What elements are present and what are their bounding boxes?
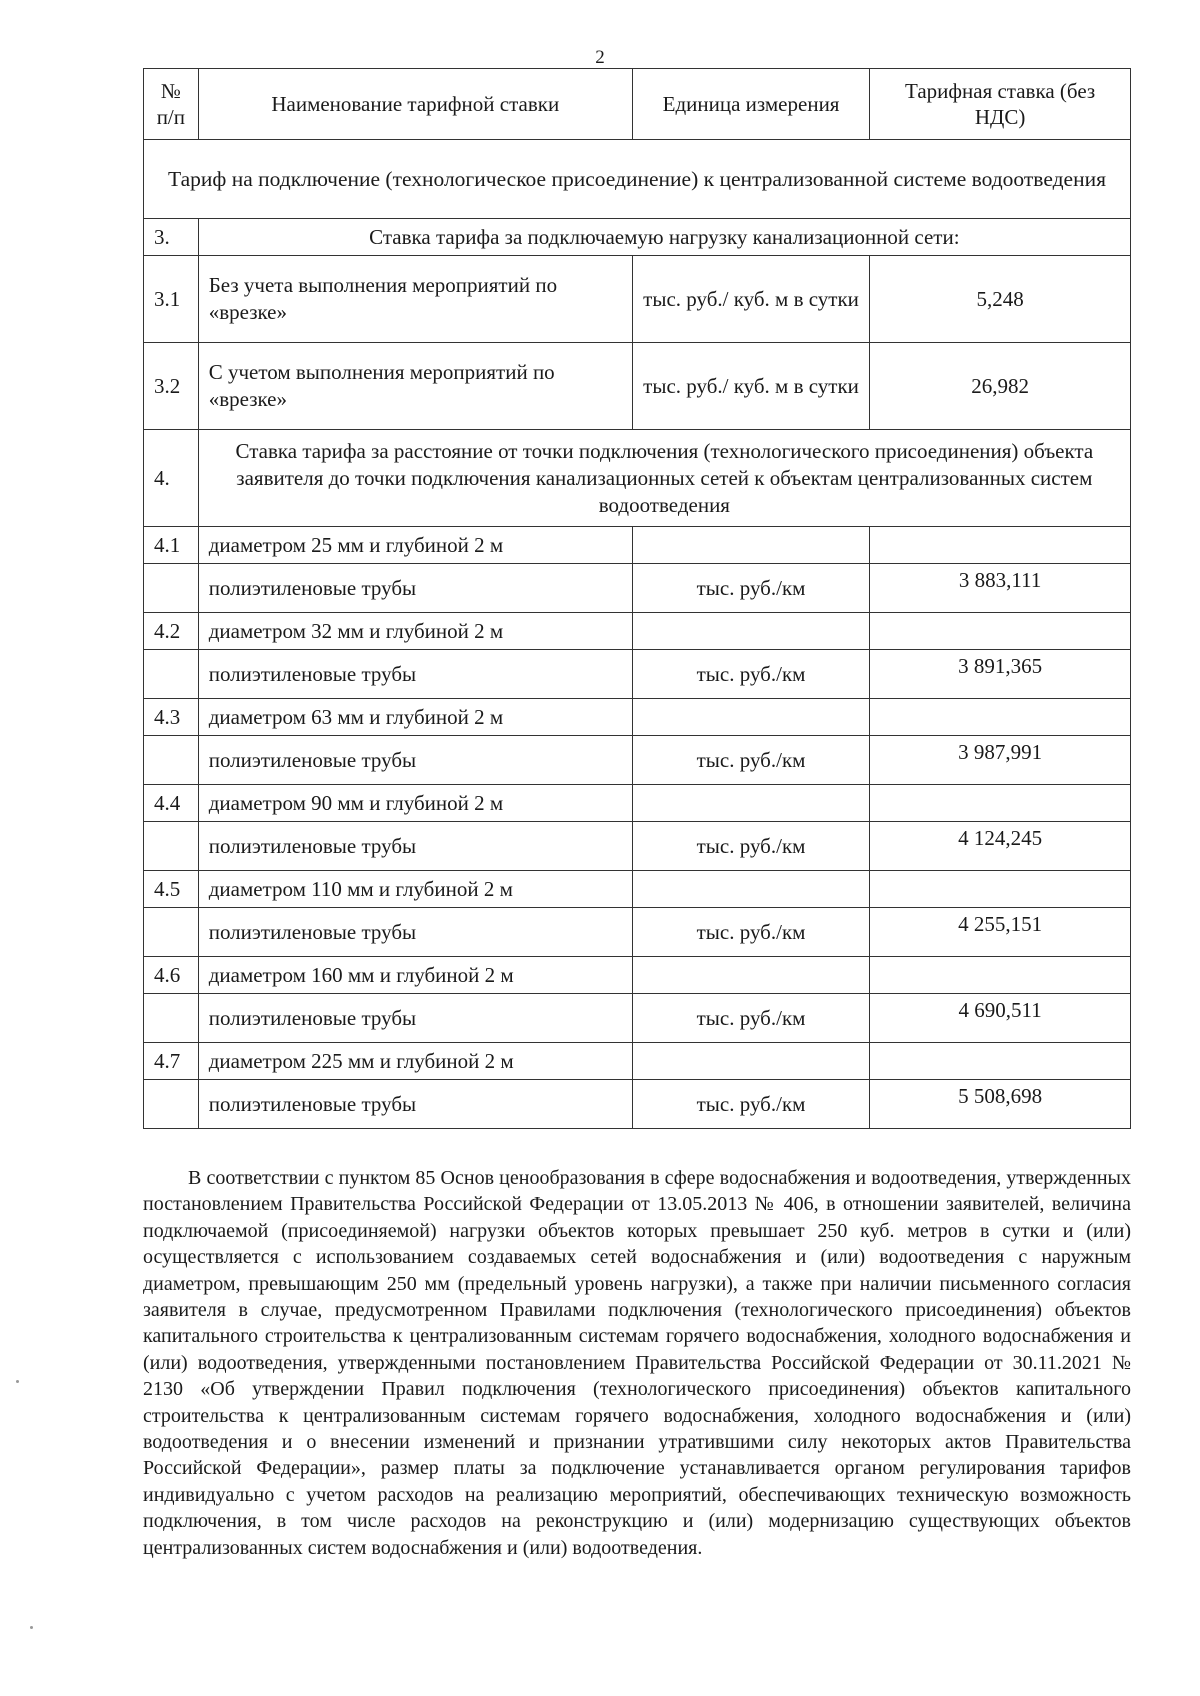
row-material: полиэтиленовые трубы <box>198 736 632 785</box>
table-row-4-5 <box>144 871 1131 908</box>
table-row-4-2 <box>144 613 1131 650</box>
table-subrow <box>144 736 1131 785</box>
header-unit: Единица измерения <box>632 69 869 140</box>
row-name: диаметром 160 мм и глубиной 2 м <box>198 957 632 994</box>
row-material: полиэтиленовые трубы <box>198 1080 632 1129</box>
group-text: Ставка тарифа за расстояние от точки подключения (технологического присоединения) объекта заявителя до точки подключения канализационных сетей к объектам централизованных систем водоотведения <box>198 430 1130 527</box>
row-rate: 3 987,991 <box>870 736 1131 785</box>
tariff-table <box>143 68 1131 1129</box>
row-name: диаметром 25 мм и глубиной 2 м <box>198 527 632 564</box>
section-title-row <box>144 140 1131 219</box>
scan-speck <box>30 1626 33 1629</box>
table-subrow <box>144 908 1131 957</box>
table-header-row <box>144 69 1131 140</box>
table-row-4-4 <box>144 785 1131 822</box>
section-title: Тариф на подключение (технологическое присоединение) к централизованной системе водоотведения <box>144 140 1131 219</box>
group-num: 3. <box>144 219 199 256</box>
row-num: 4.3 <box>144 699 199 736</box>
row-name: Без учета выполнения мероприятий по «врезке» <box>198 256 632 343</box>
row-name: диаметром 63 мм и глубиной 2 м <box>198 699 632 736</box>
group-row-4 <box>144 430 1131 527</box>
row-unit: тыс. руб./км <box>632 994 869 1043</box>
row-name: С учетом выполнения мероприятий по «врезке» <box>198 343 632 430</box>
row-num: 4.7 <box>144 1043 199 1080</box>
group-num: 4. <box>144 430 199 527</box>
table-subrow <box>144 994 1131 1043</box>
header-rate: Тарифная ставка (без НДС) <box>870 69 1131 140</box>
row-material: полиэтиленовые трубы <box>198 994 632 1043</box>
table-subrow <box>144 650 1131 699</box>
table-subrow <box>144 822 1131 871</box>
row-unit: тыс. руб./км <box>632 564 869 613</box>
row-unit: тыс. руб./км <box>632 736 869 785</box>
row-rate: 5 508,698 <box>870 1080 1131 1129</box>
row-unit: тыс. руб./км <box>632 650 869 699</box>
page-number: 2 <box>595 47 605 68</box>
table-row-4-7 <box>144 1043 1131 1080</box>
row-material: полиэтиленовые трубы <box>198 650 632 699</box>
table-subrow <box>144 564 1131 613</box>
row-material: полиэтиленовые трубы <box>198 564 632 613</box>
table-row-3-2 <box>144 343 1131 430</box>
row-rate: 26,982 <box>870 343 1131 430</box>
row-rate: 3 891,365 <box>870 650 1131 699</box>
row-num: 4.2 <box>144 613 199 650</box>
table-row-4-6 <box>144 957 1131 994</box>
scan-speck <box>16 1380 19 1383</box>
row-unit: тыс. руб./км <box>632 1080 869 1129</box>
row-rate: 4 690,511 <box>870 994 1131 1043</box>
row-num: 3.2 <box>144 343 199 430</box>
row-num: 4.4 <box>144 785 199 822</box>
row-rate: 4 255,151 <box>870 908 1131 957</box>
row-unit: тыс. руб./км <box>632 908 869 957</box>
group-row-3 <box>144 219 1131 256</box>
table-row-4-3 <box>144 699 1131 736</box>
table-subrow <box>144 1080 1131 1129</box>
row-material: полиэтиленовые трубы <box>198 908 632 957</box>
row-name: диаметром 32 мм и глубиной 2 м <box>198 613 632 650</box>
table-row-4-1 <box>144 527 1131 564</box>
group-text: Ставка тарифа за подключаемую нагрузку канализационной сети: <box>198 219 1130 256</box>
row-unit: тыс. руб./ куб. м в сутки <box>632 256 869 343</box>
row-num: 4.1 <box>144 527 199 564</box>
row-num: 4.5 <box>144 871 199 908</box>
row-num: 4.6 <box>144 957 199 994</box>
row-rate: 3 883,111 <box>870 564 1131 613</box>
row-name: диаметром 110 мм и глубиной 2 м <box>198 871 632 908</box>
row-name: диаметром 90 мм и глубиной 2 м <box>198 785 632 822</box>
body-paragraph: В соответствии с пунктом 85 Основ ценообразования в сфере водоснабжения и водоотведения, утвержденных постановлением Правительства Российской Федерации от 13.05.2013 № 406, в отношении заявителей, величина подключаемой (присоединяемой) нагрузки объектов которых превышает 250 куб. метров в сутки и (или) осуществляется с использованием создаваемых сетей водоснабжения и (или) водоотведения с наружным диаметром, превышающим 250 мм (предельный уровень нагрузки), а также при наличии письменного согласия заявителя в случае, предусмотренном Правилами подключения (технологического присоединения) объектов капитального строительства к централизованным системам горячего водоснабжения, холодного водоснабжения и (или) водоотведения, утвержденными постановлением Правительства Российской Федерации от 30.11.2021 № 2130 «Об утверждении Правил подключения (технологического присоединения) объектов капитального строительства к централизованным системам горячего водоснабжения, холодного водоснабжения и (или) водоотведения и о внесении изменений и признании утратившими силу некоторых актов Правительства Российской Федерации», размер платы за подключение устанавливается органом регулирования тарифов индивидуально с учетом расходов на реализацию мероприятий, обеспечивающих техническую возможность подключения, в том числе расходов на реконструкцию и (или) модернизацию существующих объектов централизованных систем водоснабжения и (или) водоотведения. <box>143 1167 1131 1559</box>
row-unit: тыс. руб./км <box>632 822 869 871</box>
table-row-3-1 <box>144 256 1131 343</box>
row-num: 3.1 <box>144 256 199 343</box>
row-material: полиэтиленовые трубы <box>198 822 632 871</box>
row-rate: 4 124,245 <box>870 822 1131 871</box>
row-name: диаметром 225 мм и глубиной 2 м <box>198 1043 632 1080</box>
row-rate: 5,248 <box>870 256 1131 343</box>
header-name: Наименование тарифной ставки <box>198 69 632 140</box>
row-unit: тыс. руб./ куб. м в сутки <box>632 343 869 430</box>
header-num: № п/п <box>144 69 199 140</box>
